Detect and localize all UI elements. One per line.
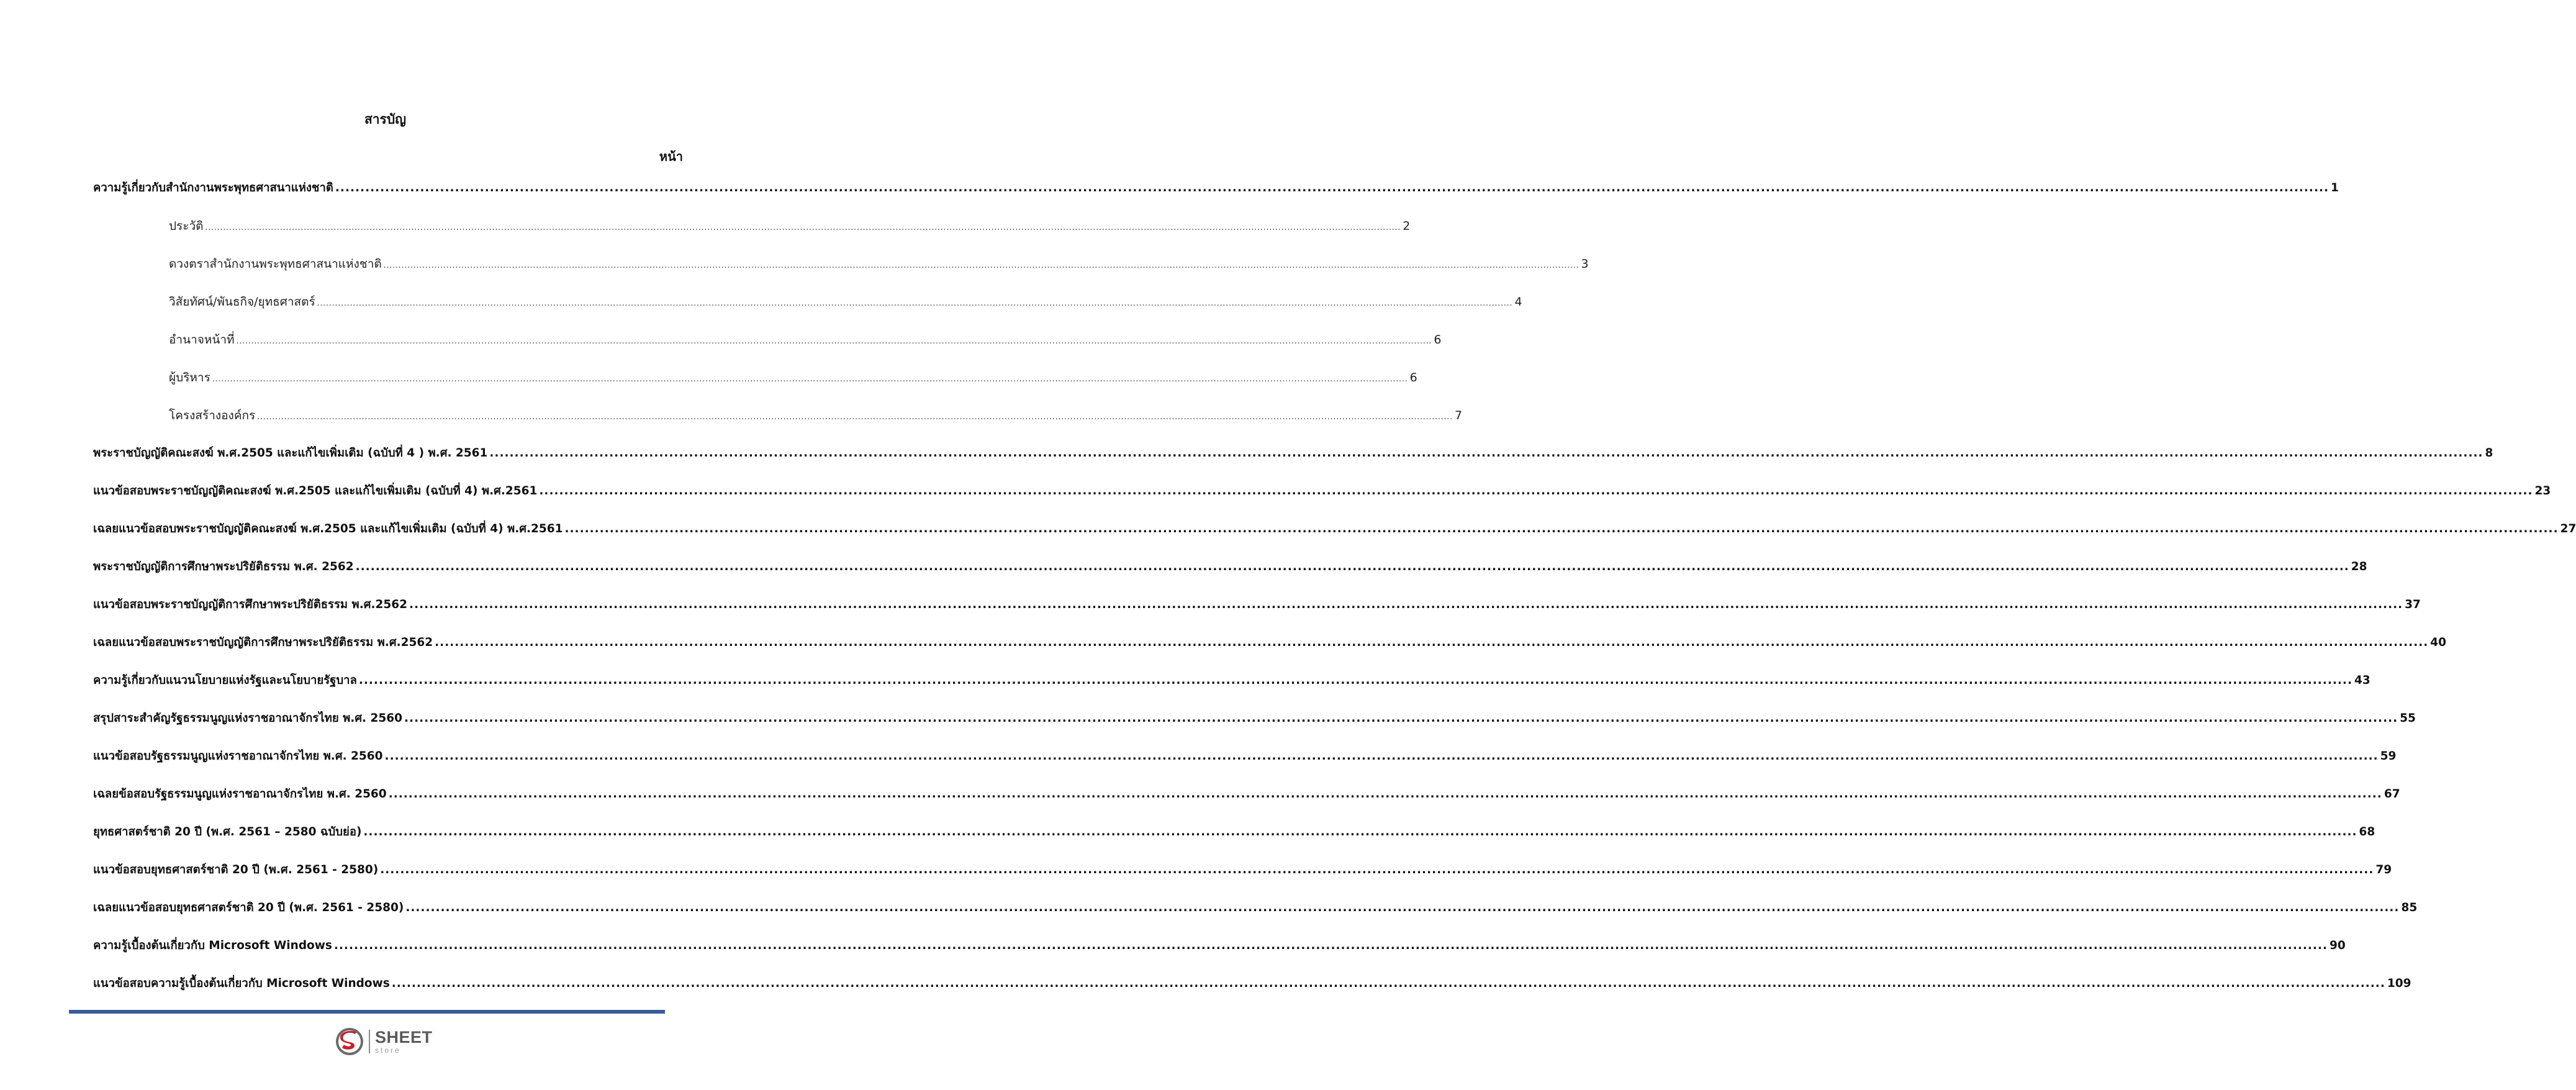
toc-entry-label: ความรู้เบื้องต้นเกี่ยวกับ Microsoft Windows	[93, 939, 332, 952]
toc-dot-leader: ................................................................................................................................................................................................................................................................................................................................................................................................................	[405, 901, 2400, 914]
toc-entry-label: ความรู้เกี่ยวกับแนวนโยบายแห่งรัฐและนโยบายรัฐบาล	[93, 674, 357, 687]
toc-entry	[93, 709, 2416, 747]
toc-dot-leader: ................................................................................................................................................................................................................................................................................................................................................................................................................	[335, 181, 2330, 194]
toc-dot-leader: ................................................................................................................................................................................................................................................................................................................................................................................................................	[435, 636, 2429, 649]
logo-subtitle: store	[375, 1046, 401, 1055]
toc-entry	[93, 596, 2421, 634]
logo-wordmark: SHEET	[375, 1028, 433, 1047]
toc-dot-leader: ................................................................................................................................................................................................................................................................................................................................................................................................................	[333, 939, 2328, 952]
toc-entry	[93, 558, 2367, 596]
toc-entry	[93, 785, 2400, 823]
toc-dot-leader: ................................................................................................................................................................................................................................................................................................................................................................................................................	[363, 825, 2357, 838]
toc-entry	[93, 444, 2493, 482]
toc-entry-label: สรุปสาระสำคัญรัฐธรรมนูญแห่งราชอาณาจักรไทย พ.ศ. 2560	[93, 712, 403, 725]
toc-dot-leader: ................................................................................................................................................................................................................................................................................................................................................................................................................	[380, 863, 2374, 876]
toc-entry	[93, 179, 2339, 217]
toc-entry-page: 3	[1581, 257, 1589, 271]
toc-entry-label: ดวงตราสำนักงานพระพุทธศาสนาแห่งชาติ	[169, 257, 382, 271]
toc-entry	[93, 520, 2576, 558]
toc-entry-label: พระราชบัญญัติคณะสงฆ์ พ.ศ.2505 และแก้ไขเพิ่มเติม (ฉบับที่ 4 ) พ.ศ. 2561	[93, 447, 488, 460]
toc-entry	[93, 293, 1522, 330]
toc-entry	[93, 937, 2346, 974]
toc-dot-leader: ................................................................................................................................................................................................................................................................................................................................................................................................................	[388, 788, 2382, 801]
toc-entry-page: 85	[2401, 901, 2418, 914]
toc-dot-leader: ................................................................................................................................................................................................................................................................................................................................................................................................................	[404, 712, 2398, 725]
toc-entry-page: 7	[1455, 409, 1463, 422]
toc-entry	[93, 861, 2392, 899]
toc-entry-label: ผู้บริหาร	[169, 371, 210, 384]
toc-entry	[93, 368, 1417, 406]
toc-entry	[93, 482, 2551, 520]
toc-entry-label: เฉลยแนวข้อสอบพระราชบัญญัติการศึกษาพระปริยัติธรรม พ.ศ.2562	[93, 636, 433, 649]
toc-entry-page: 2	[1403, 219, 1411, 233]
toc-entry-label: เฉลยแนวข้อสอบพระราชบัญญัติคณะสงฆ์ พ.ศ.2505 และแก้ไขเพิ่มเติม (ฉบับที่ 4) พ.ศ.2561	[93, 522, 563, 535]
toc-entry-page: 6	[1409, 371, 1417, 384]
toc-entry	[93, 747, 2397, 785]
toc-entry-label: ความรู้เกี่ยวกับสำนักงานพระพุทธศาสนาแห่งชาติ	[93, 181, 333, 194]
toc-dot-leader: ................................................................................................................................................................................................................................................................................................................................................................................................................	[539, 484, 2533, 497]
toc-entry-page: 28	[2351, 560, 2367, 573]
footer-rule	[69, 1010, 665, 1014]
toc-entry-page: 90	[2330, 939, 2346, 952]
toc-entry-page: 43	[2354, 674, 2370, 687]
page-column-header: หน้า	[659, 149, 683, 164]
table-of-contents	[93, 179, 2576, 1012]
toc-entry-label: อำนาจหน้าที่	[169, 333, 235, 347]
toc-entry-page: 23	[2534, 484, 2551, 497]
toc-entry-label: เฉลยข้อสอบรัฐธรรมนูญแห่งราชอาณาจักรไทย พ.ศ. 2560	[93, 788, 387, 801]
toc-entry	[93, 899, 2418, 937]
toc-entry-page: 27	[2560, 522, 2576, 535]
toc-entry-label: ประวัติ	[169, 219, 204, 233]
toc-entry-page: 1	[2331, 181, 2339, 194]
toc-entry-page: 4	[1514, 295, 1522, 309]
toc-dot-leader: ................................................................................................................................................................................................................................................................................................................................................................................................................	[317, 299, 1513, 307]
toc-dot-leader: ................................................................................................................................................................................................................................................................................................................................................................................................................	[212, 375, 1408, 383]
document-title: สารบัญ	[364, 112, 407, 127]
toc-entry-page: 37	[2405, 598, 2421, 611]
toc-entry-page: 59	[2380, 750, 2397, 763]
toc-dot-leader: ................................................................................................................................................................................................................................................................................................................................................................................................................	[236, 337, 1432, 345]
toc-entry-label: วิสัยทัศน์/พันธกิจ/ยุทธศาสตร์	[169, 295, 315, 309]
logo-text	[375, 1029, 433, 1054]
toc-entry-page: 79	[2375, 863, 2392, 876]
toc-dot-leader: ................................................................................................................................................................................................................................................................................................................................................................................................................	[489, 447, 2483, 460]
toc-dot-leader: ................................................................................................................................................................................................................................................................................................................................................................................................................	[355, 560, 2349, 573]
toc-entry-label: แนวข้อสอบความรู้เบื้องต้นเกี่ยวกับ Microsoft Windows	[93, 977, 390, 990]
toc-dot-leader: ................................................................................................................................................................................................................................................................................................................................................................................................................	[383, 261, 1579, 270]
logo-separator	[369, 1030, 370, 1053]
toc-entry-page: 109	[2387, 977, 2411, 990]
toc-entry-label: เฉลยแนวข้อสอบยุทธศาสตร์ชาติ 20 ปี (พ.ศ. 2561 - 2580)	[93, 901, 404, 914]
toc-entry-label: แนวข้อสอบพระราชบัญญัติคณะสงฆ์ พ.ศ.2505 และแก้ไขเพิ่มเติม (ฉบับที่ 4) พ.ศ.2561	[93, 484, 538, 497]
toc-dot-leader: ................................................................................................................................................................................................................................................................................................................................................................................................................	[358, 674, 2352, 687]
sheet-store-logo-icon	[334, 1026, 365, 1057]
toc-entry	[93, 406, 1463, 444]
toc-dot-leader: ................................................................................................................................................................................................................................................................................................................................................................................................................	[257, 412, 1453, 421]
toc-entry	[93, 634, 2447, 671]
toc-entry	[93, 217, 1411, 255]
toc-entry-page: 68	[2359, 825, 2375, 838]
toc-entry-page: 55	[2400, 712, 2416, 725]
toc-entry	[93, 823, 2375, 861]
toc-entry-label: แนวข้อสอบยุทธศาสตร์ชาติ 20 ปี (พ.ศ. 2561 - 2580)	[93, 863, 379, 876]
toc-entry-label: พระราชบัญญัติการศึกษาพระปริยัติธรรม พ.ศ. 2562	[93, 560, 354, 573]
toc-entry-label: โครงสร้างองค์กร	[169, 409, 256, 422]
toc-entry-page: 67	[2384, 788, 2400, 801]
toc-entry	[93, 255, 1589, 293]
toc-entry	[93, 974, 2411, 1012]
toc-entry-page: 40	[2430, 636, 2447, 649]
toc-dot-leader: ................................................................................................................................................................................................................................................................................................................................................................................................................	[205, 223, 1401, 232]
toc-dot-leader: ................................................................................................................................................................................................................................................................................................................................................................................................................	[564, 522, 2559, 535]
toc-entry-label: ยุทธศาสตร์ชาติ 20 ปี (พ.ศ. 2561 – 2580 ฉบับย่อ)	[93, 825, 362, 838]
toc-dot-leader: ................................................................................................................................................................................................................................................................................................................................................................................................................	[409, 598, 2403, 611]
sheet-store-logo	[334, 1026, 433, 1057]
toc-entry	[93, 671, 2370, 709]
toc-entry-page: 8	[2485, 447, 2493, 460]
toc-dot-leader: ................................................................................................................................................................................................................................................................................................................................................................................................................	[384, 750, 2379, 763]
toc-entry-label: แนวข้อสอบพระราชบัญญัติการศึกษาพระปริยัติธรรม พ.ศ.2562	[93, 598, 408, 611]
toc-entry-label: แนวข้อสอบรัฐธรรมนูญแห่งราชอาณาจักรไทย พ.ศ. 2560	[93, 750, 383, 763]
toc-dot-leader: ................................................................................................................................................................................................................................................................................................................................................................................................................	[391, 977, 2385, 990]
toc-entry-page: 6	[1434, 333, 1442, 347]
toc-entry	[93, 330, 1442, 368]
